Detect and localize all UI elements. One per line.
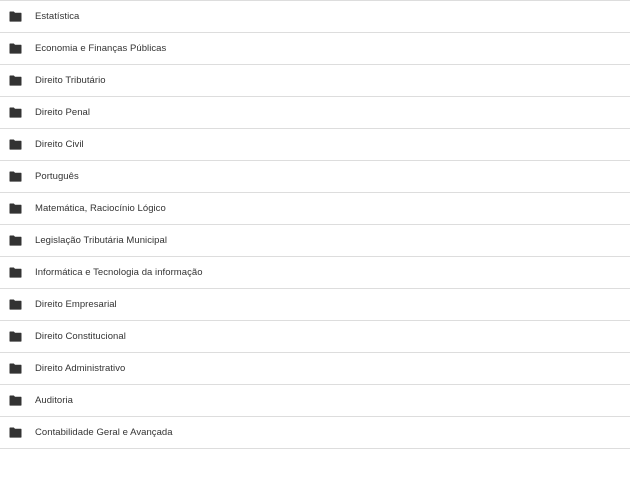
folder-icon — [9, 235, 22, 246]
folder-row-14[interactable] — [0, 417, 630, 449]
folder-label: Direito Empresarial — [35, 299, 117, 310]
folder-row-12[interactable] — [0, 353, 630, 385]
folder-row-1[interactable] — [0, 1, 630, 33]
folder-row-13[interactable] — [0, 385, 630, 417]
folder-label: Economia e Finanças Públicas — [35, 43, 167, 54]
folder-label: Contabilidade Geral e Avançada — [35, 427, 173, 438]
folder-icon — [9, 427, 22, 438]
folder-label: Legislação Tributária Municipal — [35, 235, 167, 246]
folder-label: Direito Civil — [35, 139, 84, 150]
folder-icon — [9, 107, 22, 118]
folder-label: Estatística — [35, 11, 80, 22]
folder-row-8[interactable] — [0, 225, 630, 257]
folder-label: Direito Penal — [35, 107, 91, 118]
folder-row-5[interactable] — [0, 129, 630, 161]
folder-icon — [9, 267, 22, 278]
folder-row-11[interactable] — [0, 321, 630, 353]
folder-icon — [9, 395, 22, 406]
folder-label: Matemática, Raciocínio Lógico — [35, 203, 166, 214]
folder-label: Direito Constitucional — [35, 331, 126, 342]
folder-row-7[interactable] — [0, 193, 630, 225]
folder-icon — [9, 299, 22, 310]
folder-label: Auditoria — [35, 395, 73, 406]
folder-icon — [9, 331, 22, 342]
folder-icon — [9, 203, 22, 214]
folder-icon — [9, 363, 22, 374]
folder-row-3[interactable] — [0, 65, 630, 97]
folder-icon — [9, 139, 22, 150]
folder-label: Informática e Tecnologia da informação — [35, 267, 203, 278]
folder-icon — [9, 171, 22, 182]
folder-row-10[interactable] — [0, 289, 630, 321]
folder-icon — [9, 11, 22, 22]
folder-label: Direito Tributário — [35, 75, 106, 86]
folder-icon — [9, 43, 22, 54]
folder-label: Direito Administrativo — [35, 363, 126, 374]
folder-row-6[interactable] — [0, 161, 630, 193]
folder-row-4[interactable] — [0, 97, 630, 129]
folder-row-9[interactable] — [0, 257, 630, 289]
folder-icon — [9, 75, 22, 86]
folder-label: Português — [35, 171, 79, 182]
folder-row-2[interactable] — [0, 33, 630, 65]
